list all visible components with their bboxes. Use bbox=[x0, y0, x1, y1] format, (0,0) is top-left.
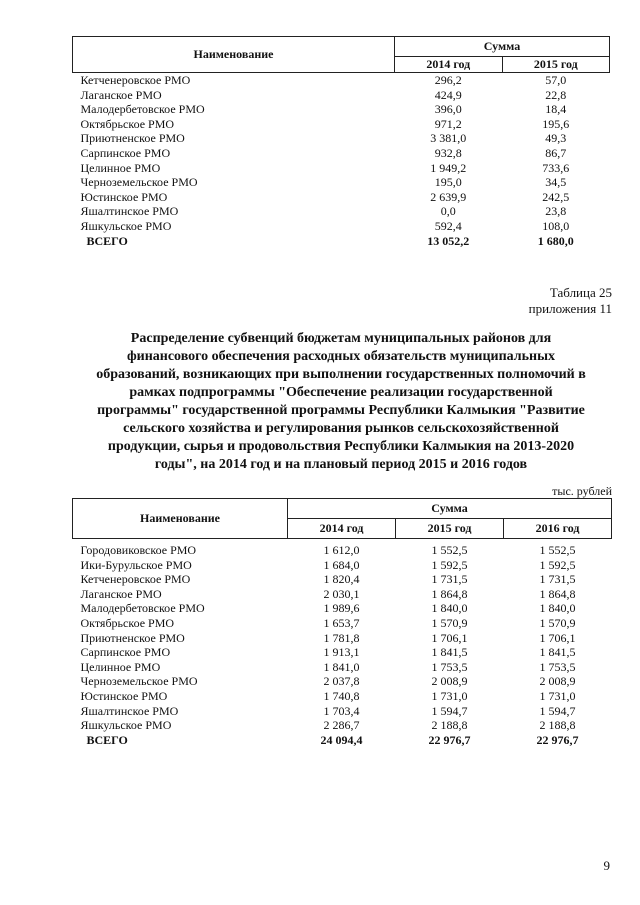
amount-cell: 1 594,7 bbox=[539, 703, 576, 718]
column-header-name: Наименование bbox=[73, 37, 395, 73]
table-row bbox=[73, 718, 612, 733]
total-label: ВСЕГО bbox=[86, 233, 128, 248]
amount-cell: 195,6 bbox=[542, 116, 570, 131]
amount-cell: 1 731,5 bbox=[431, 572, 468, 587]
amount-cell: 2 286,7 bbox=[323, 718, 360, 733]
page-number: 9 bbox=[603, 858, 610, 873]
municipality-name: Целинное РМО bbox=[80, 659, 161, 674]
appendix-number: приложения 11 bbox=[528, 301, 612, 316]
amount-cell: 1 703,4 bbox=[323, 703, 360, 718]
column-header-sum: Сумма bbox=[288, 499, 612, 519]
table-row bbox=[73, 88, 610, 103]
municipality-name: Яшкульское РМО bbox=[80, 218, 172, 233]
column-header-2015: 2015 год bbox=[396, 519, 504, 539]
table-row bbox=[73, 190, 610, 205]
table-row bbox=[73, 674, 612, 689]
total-row bbox=[73, 234, 610, 249]
municipality-name: Лаганское РМО bbox=[80, 87, 162, 102]
total-value: 22 976,7 bbox=[536, 732, 579, 747]
amount-cell: 1 841,0 bbox=[323, 659, 360, 674]
amount-cell: 2 188,8 bbox=[431, 718, 468, 733]
municipality-name: Сарпинское РМО bbox=[80, 145, 171, 160]
table-body bbox=[73, 539, 612, 748]
amount-cell: 86,7 bbox=[545, 145, 567, 160]
municipality-name: Приютненское РМО bbox=[80, 630, 185, 645]
amount-cell: 733,6 bbox=[542, 160, 570, 175]
amount-cell: 2 008,9 bbox=[539, 674, 576, 689]
municipality-name: Ики-Бурульское РМО bbox=[80, 557, 192, 572]
amount-cell: 1 731,0 bbox=[539, 688, 576, 703]
amount-cell: 1 731,5 bbox=[539, 572, 576, 587]
table-row bbox=[73, 131, 610, 146]
amount-cell: 1 820,4 bbox=[323, 572, 360, 587]
municipality-name: Юстинское РМО bbox=[80, 189, 168, 204]
total-value: 24 094,4 bbox=[320, 732, 363, 747]
amount-cell: 1 753,5 bbox=[431, 659, 468, 674]
municipality-name: Лаганское РМО bbox=[80, 586, 162, 601]
table-row bbox=[73, 689, 612, 704]
total-value: 22 976,7 bbox=[428, 732, 471, 747]
table-row bbox=[73, 117, 610, 132]
table-row bbox=[73, 539, 612, 558]
table-row bbox=[73, 146, 610, 161]
amount-cell: 1 840,0 bbox=[431, 601, 468, 616]
amount-cell: 1 841,5 bbox=[539, 645, 576, 660]
amount-cell: 1 753,5 bbox=[539, 659, 576, 674]
table-row bbox=[73, 161, 610, 176]
table-row bbox=[73, 587, 612, 602]
amount-cell: 0,0 bbox=[440, 204, 456, 219]
amount-cell: 396,0 bbox=[434, 102, 462, 117]
amount-cell: 18,4 bbox=[545, 102, 567, 117]
amount-cell: 1 706,1 bbox=[539, 630, 576, 645]
amount-cell: 57,0 bbox=[545, 73, 567, 87]
table-row bbox=[73, 572, 612, 587]
table-row bbox=[73, 631, 612, 646]
table-row bbox=[73, 558, 612, 573]
amount-cell: 592,4 bbox=[434, 218, 462, 233]
amount-cell: 2 188,8 bbox=[539, 718, 576, 733]
municipality-name: Малодербетовское РМО bbox=[80, 102, 205, 117]
amount-cell: 1 781,8 bbox=[323, 630, 360, 645]
table-row bbox=[73, 219, 610, 234]
column-header-2016: 2016 год bbox=[504, 519, 612, 539]
amount-cell: 1 731,0 bbox=[431, 688, 468, 703]
amount-cell: 1 864,8 bbox=[539, 586, 576, 601]
table-row bbox=[73, 660, 612, 675]
municipality-name: Октябрьское РМО bbox=[80, 116, 175, 131]
municipality-name: Городовиковское РМО bbox=[80, 543, 197, 557]
amount-cell: 296,2 bbox=[434, 73, 462, 87]
amount-cell: 1 612,0 bbox=[323, 543, 360, 557]
municipality-name: Целинное РМО bbox=[80, 160, 161, 175]
subvention-distribution-table bbox=[72, 498, 612, 747]
amount-cell: 1 552,5 bbox=[539, 543, 576, 557]
table-number: Таблица 25 bbox=[549, 285, 612, 300]
municipality-name: Октябрьское РМО bbox=[80, 615, 175, 630]
table-row bbox=[73, 645, 612, 660]
amount-cell: 1 653,7 bbox=[323, 615, 360, 630]
amount-cell: 242,5 bbox=[542, 189, 570, 204]
amount-cell: 2 037,8 bbox=[323, 674, 360, 689]
amount-cell: 1 592,5 bbox=[431, 557, 468, 572]
amount-cell: 34,5 bbox=[545, 175, 567, 190]
amount-cell: 49,3 bbox=[545, 131, 567, 146]
municipality-name: Яшалтинское РМО bbox=[80, 703, 179, 718]
amount-cell: 424,9 bbox=[434, 87, 462, 102]
amount-cell: 2 639,9 bbox=[430, 189, 467, 204]
amount-cell: 971,2 bbox=[434, 116, 462, 131]
total-row bbox=[73, 733, 612, 748]
amount-cell: 1 552,5 bbox=[431, 543, 468, 557]
amount-cell: 1 740,8 bbox=[323, 688, 360, 703]
total-value: 13 052,2 bbox=[427, 233, 470, 248]
amount-cell: 1 706,1 bbox=[431, 630, 468, 645]
amount-cell: 1 989,6 bbox=[323, 601, 360, 616]
amount-cell: 1 949,2 bbox=[430, 160, 467, 175]
amount-cell: 1 684,0 bbox=[323, 557, 360, 572]
amount-cell: 1 840,0 bbox=[539, 601, 576, 616]
amount-cell: 1 864,8 bbox=[431, 586, 468, 601]
municipality-name: Черноземельское РМО bbox=[80, 175, 198, 190]
amount-cell: 1 570,9 bbox=[539, 615, 576, 630]
column-header-sum: Сумма bbox=[395, 37, 610, 57]
amount-cell: 2 030,1 bbox=[323, 586, 360, 601]
amount-cell: 932,8 bbox=[434, 145, 462, 160]
table-row bbox=[73, 704, 612, 719]
municipality-name: Яшкульское РМО bbox=[80, 718, 172, 733]
amount-cell: 1 594,7 bbox=[431, 703, 468, 718]
amount-cell: 1 570,9 bbox=[431, 615, 468, 630]
amount-cell: 1 841,5 bbox=[431, 645, 468, 660]
column-header-name: Наименование bbox=[73, 499, 288, 539]
allocation-table-continued bbox=[72, 36, 610, 248]
amount-cell: 2 008,9 bbox=[431, 674, 468, 689]
amount-cell: 1 913,1 bbox=[323, 645, 360, 660]
total-label: ВСЕГО bbox=[86, 732, 128, 747]
table-body bbox=[73, 73, 610, 249]
table-row bbox=[73, 175, 610, 190]
municipality-name: Кетченеровское РМО bbox=[80, 572, 191, 587]
amount-cell: 195,0 bbox=[434, 175, 462, 190]
amount-cell: 108,0 bbox=[542, 218, 570, 233]
municipality-name: Яшалтинское РМО bbox=[80, 204, 179, 219]
municipality-name: Малодербетовское РМО bbox=[80, 601, 205, 616]
municipality-name: Кетченеровское РМО bbox=[80, 73, 191, 87]
table-row bbox=[73, 616, 612, 631]
table-row bbox=[73, 601, 612, 616]
amount-cell: 1 592,5 bbox=[539, 557, 576, 572]
amount-cell: 23,8 bbox=[545, 204, 567, 219]
municipality-name: Сарпинское РМО bbox=[80, 645, 171, 660]
amount-cell: 22,8 bbox=[545, 87, 567, 102]
amount-cell: 3 381,0 bbox=[430, 131, 467, 146]
total-value: 1 680,0 bbox=[537, 233, 574, 248]
column-header-2015: 2015 год bbox=[502, 57, 610, 73]
municipality-name: Черноземельское РМО bbox=[80, 674, 198, 689]
column-header-2014: 2014 год bbox=[395, 57, 503, 73]
municipality-name: Приютненское РМО bbox=[80, 131, 185, 146]
table-label bbox=[412, 285, 612, 317]
table-row bbox=[73, 204, 610, 219]
column-header-2014: 2014 год bbox=[288, 519, 396, 539]
table-row bbox=[73, 102, 610, 117]
units-label: тыс. рублей bbox=[552, 484, 612, 498]
municipality-name: Юстинское РМО bbox=[80, 688, 168, 703]
table-row bbox=[73, 73, 610, 88]
table-title: Распределение субвенций бюджетам муниципальных районов для финансового обеспечения расходных обязательств муниципальных образований, возникающих при выполнении государственных полномочий в рамках подпрограммы "Обеспечение реализации государственной программы" государственной программы Республики Калмыкия "Развитие сельского хозяйства и регулирования рынков сельскохозяйственной продукции, сырья и продовольствия Республики Калмыкия на 2013-2020 годы", на 2014 год и на плановый период 2015 и 2016 годов bbox=[96, 331, 586, 472]
